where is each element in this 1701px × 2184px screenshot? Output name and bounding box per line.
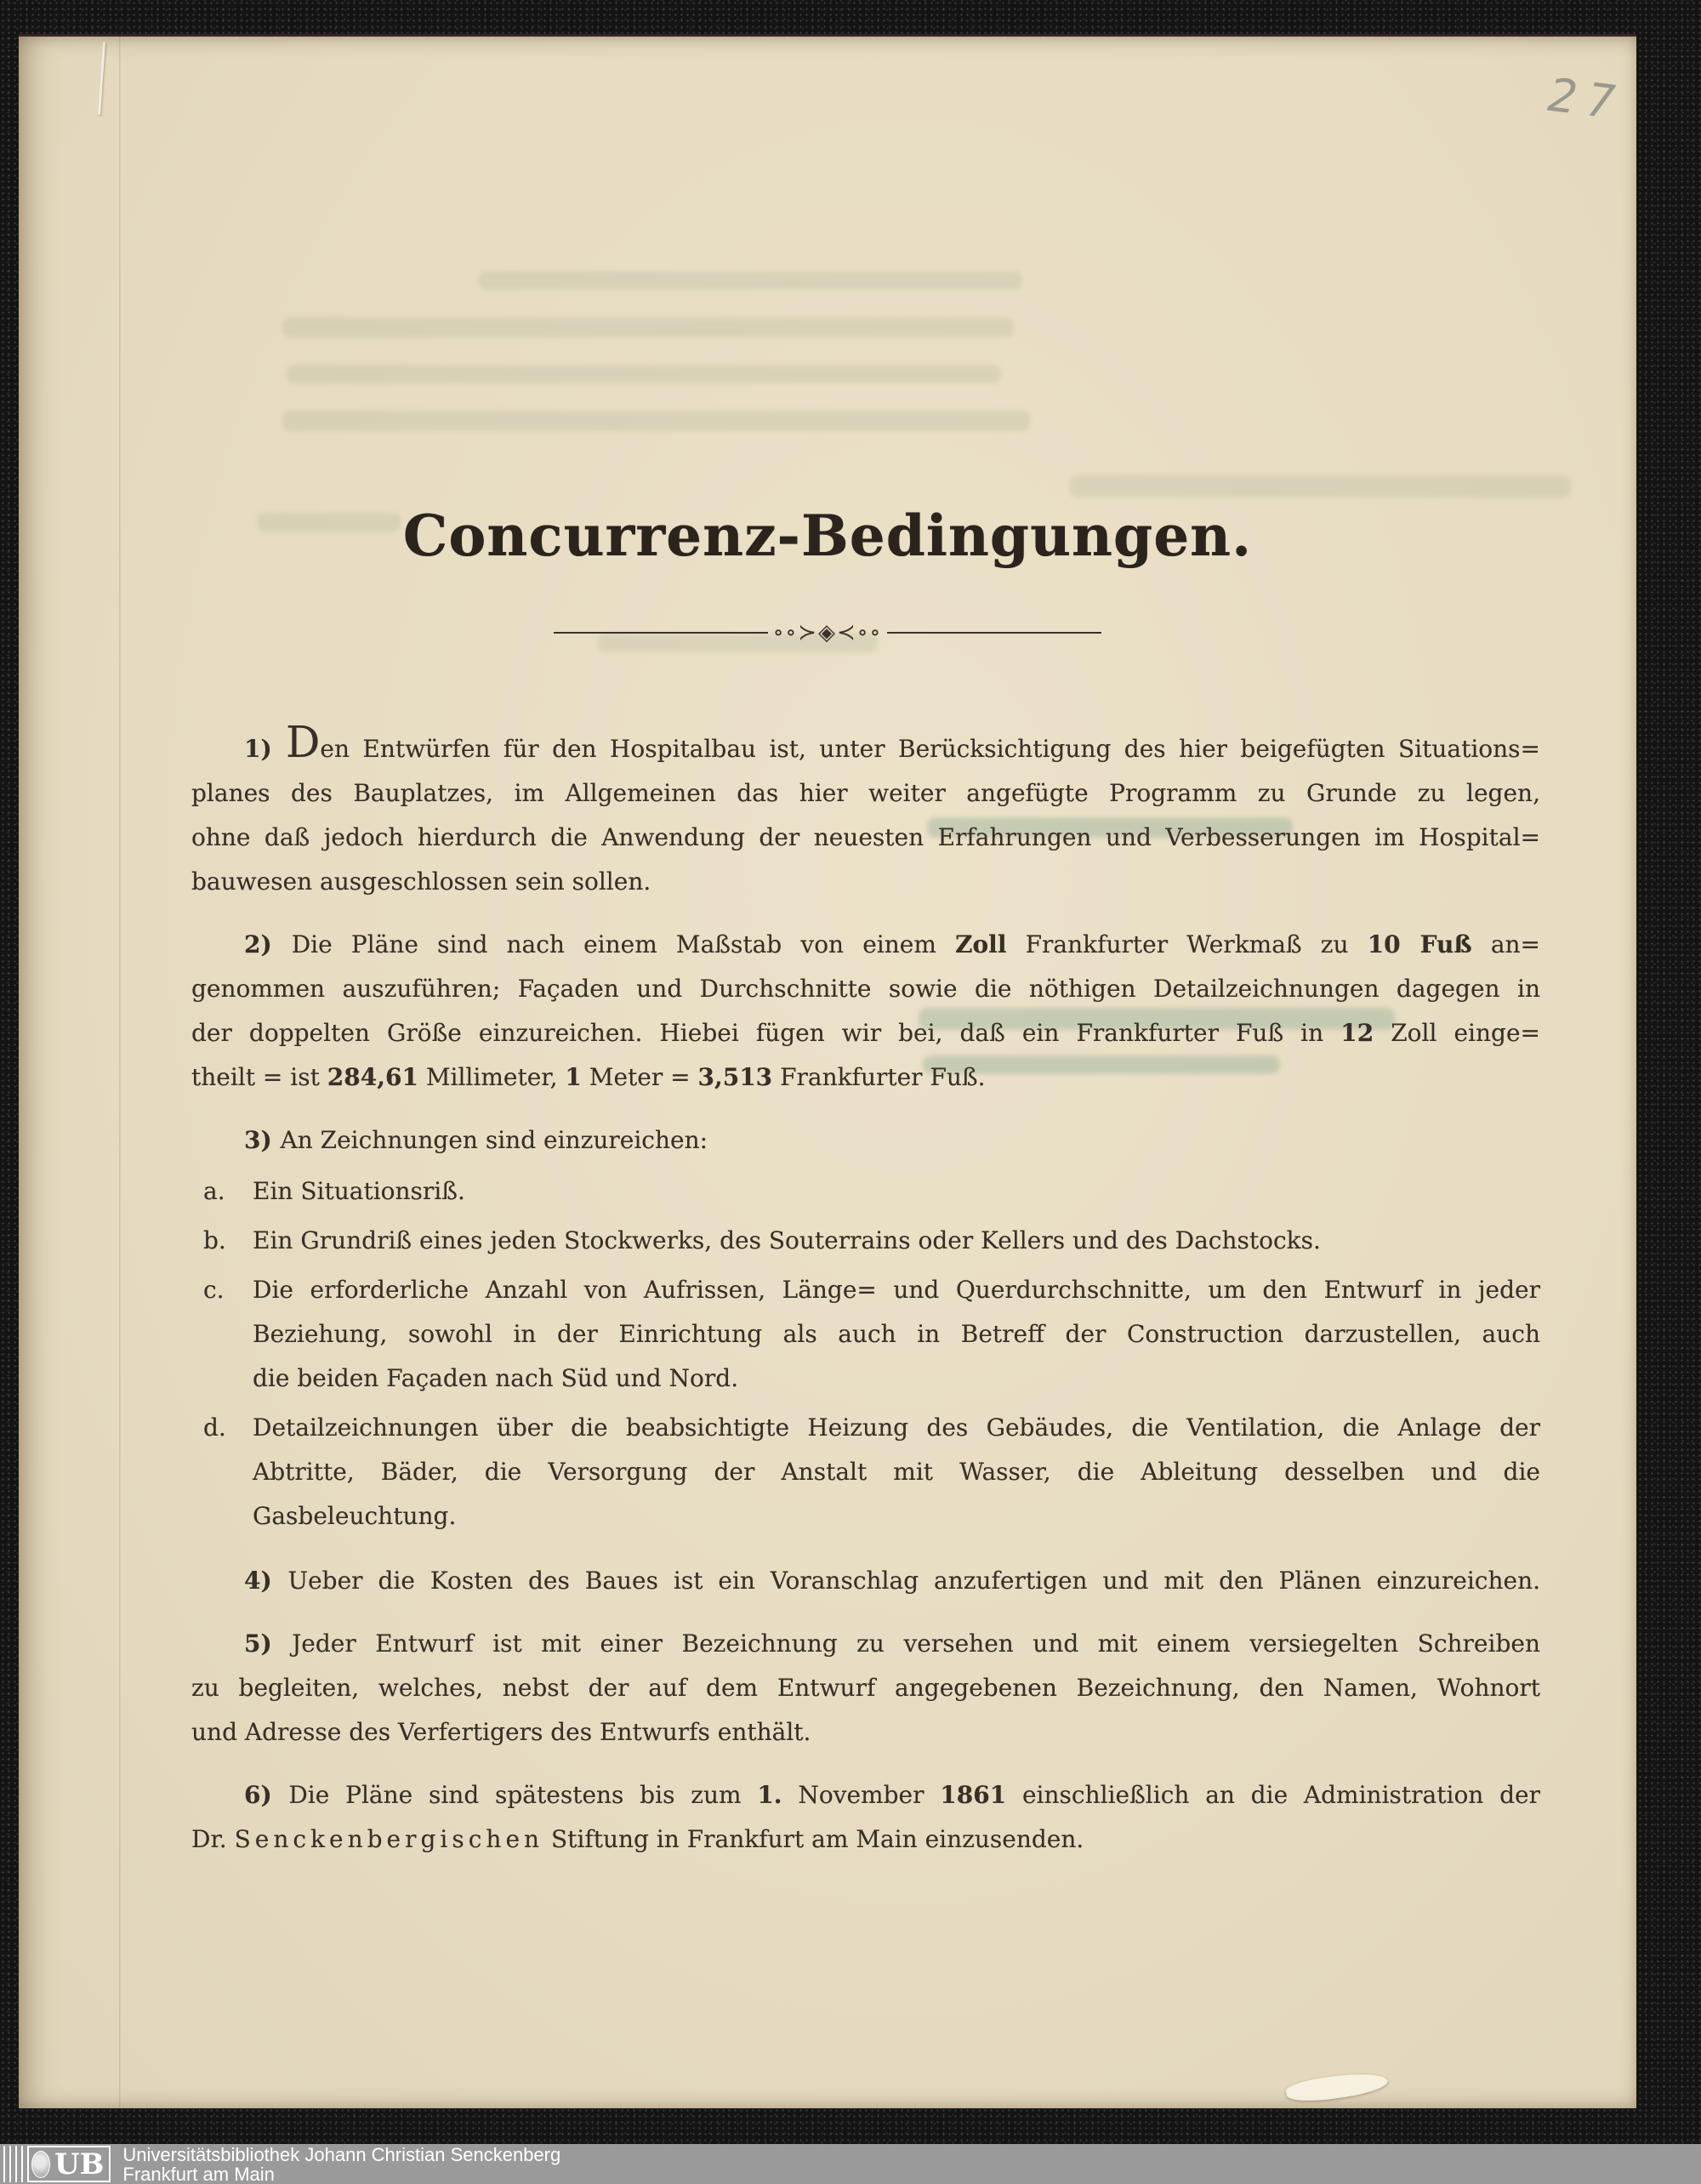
show-through-mark — [282, 411, 1031, 431]
title-divider — [19, 622, 1636, 644]
library-attribution — [122, 2145, 560, 2184]
book-spines-icon — [3, 2146, 26, 2182]
text-line: 4) Ueber die Kosten des Baues ist ein Voranschlag anzufertigen und mit den Plänen einzureichen. — [244, 1567, 1541, 1595]
paragraph — [203, 1169, 1540, 1214]
paragraph — [191, 717, 1540, 904]
text-line: b. Ein Grundriß eines jeden Stockwerks, des Souterrains oder Kellers und des Dachstocks. — [203, 1226, 1321, 1254]
paragraph — [191, 1773, 1540, 1862]
show-through-mark — [287, 365, 1001, 384]
text-line: zu begleiten, welches, nebst der auf dem Entwurf angegebenen Bezeichnung, den Namen, Wohnort — [191, 1674, 1540, 1702]
text-line: Beziehung, sowohl in der Einrichtung als auch in Betreff der Construction darzustellen, auch — [253, 1320, 1540, 1348]
show-through-mark — [282, 317, 1014, 338]
text-line: genommen auszuführen; Façaden und Durchschnitte sowie die nöthigen Detailzeichnungen dagegen in — [191, 975, 1540, 1003]
logo-letters: UB — [54, 2147, 105, 2181]
text-line: ohne daß jedoch hierdurch die Anwendung der neuesten Erfahrungen und Verbesserungen im Hospital= — [191, 823, 1540, 851]
divider-rule-right — [887, 632, 1101, 634]
page-tear-top — [98, 42, 105, 115]
divider-ornament: ∘∘≻◈≺∘∘ — [772, 620, 883, 646]
paragraph — [191, 923, 1540, 1100]
text-line: und Adresse des Verfertigers des Entwurfs enthält. — [191, 1718, 811, 1746]
text-line: der doppelten Größe einzureichen. Hiebei fügen wir bei, daß ein Frankfurter Fuß in 12 Zoll einge= — [191, 1019, 1540, 1047]
show-through-mark — [1069, 475, 1571, 498]
text-line: planes des Bauplatzes, im Allgemeinen das hier weiter angefügte Programm zu Grunde zu legen, — [191, 779, 1540, 807]
text-line: Gasbeleuchtung. — [253, 1502, 457, 1530]
paragraph — [203, 1406, 1540, 1538]
divider-rule-left — [554, 632, 768, 634]
text-line: Dr. Senckenbergischen Stiftung in Frankfurt am Main einzusenden. — [191, 1825, 1084, 1853]
text-line: die beiden Façaden nach Süd und Nord. — [253, 1364, 739, 1392]
paragraph — [203, 1268, 1540, 1401]
page-crease — [119, 37, 121, 2108]
pencil-page-number: 27 — [1539, 68, 1631, 130]
document-page — [19, 34, 1636, 2108]
document-body — [191, 717, 1541, 1862]
text-line: a. Ein Situationsriß. — [203, 1177, 465, 1205]
library-logo — [3, 2146, 111, 2182]
show-through-mark — [478, 271, 1022, 290]
logo-box — [27, 2146, 111, 2182]
text-line: 2) Die Pläne sind nach einem Maßstab von einem Zoll Frankfurter Werkmaß zu 10 Fuß an= — [244, 930, 1541, 958]
library-city: Frankfurt am Main — [122, 2163, 275, 2184]
page-title: Concurrenz-Bedingungen. — [402, 503, 1253, 569]
library-footer-bar — [0, 2144, 1701, 2184]
paragraph — [191, 1622, 1540, 1755]
text-line: theilt = ist 284,61 Millimeter, 1 Meter = 3,513 Frankfurter Fuß. — [191, 1063, 986, 1091]
text-line: d. Detailzeichnungen über die beabsichtigte Heizung des Gebäudes, die Ventilation, die Anlage der — [203, 1413, 1540, 1442]
text-line: Abtritte, Bäder, die Versorgung der Anstalt mit Wasser, die Ableitung desselben und die — [253, 1458, 1540, 1486]
text-line: bauwesen ausgeschlossen sein sollen. — [191, 867, 651, 896]
text-line: 6) Die Pläne sind spätestens bis zum 1. November 1861 einschließlich an die Administration der — [244, 1781, 1540, 1809]
paragraph — [203, 1219, 1540, 1263]
paragraph — [191, 1559, 1540, 1603]
text-line: c. Die erforderliche Anzahl von Aufrissen, Länge= und Querdurchschnitte, um den Entwurf in jeder — [203, 1276, 1540, 1304]
paragraph — [191, 1118, 1540, 1163]
text-line: 1) Den Entwürfen für den Hospitalbau ist, unter Berücksichtigung des hier beigefügten Situations= — [244, 717, 1540, 767]
page-tear-bottom — [1285, 2069, 1389, 2105]
text-line: 3) An Zeichnungen sind einzureichen: — [244, 1126, 708, 1154]
library-name: Universitätsbibliothek Johann Christian Senckenberg — [122, 2143, 561, 2165]
portrait-icon — [31, 2151, 50, 2178]
text-line: 5) Jeder Entwurf ist mit einer Bezeichnung zu versehen und mit einem versiegelten Schreiben — [244, 1629, 1540, 1658]
